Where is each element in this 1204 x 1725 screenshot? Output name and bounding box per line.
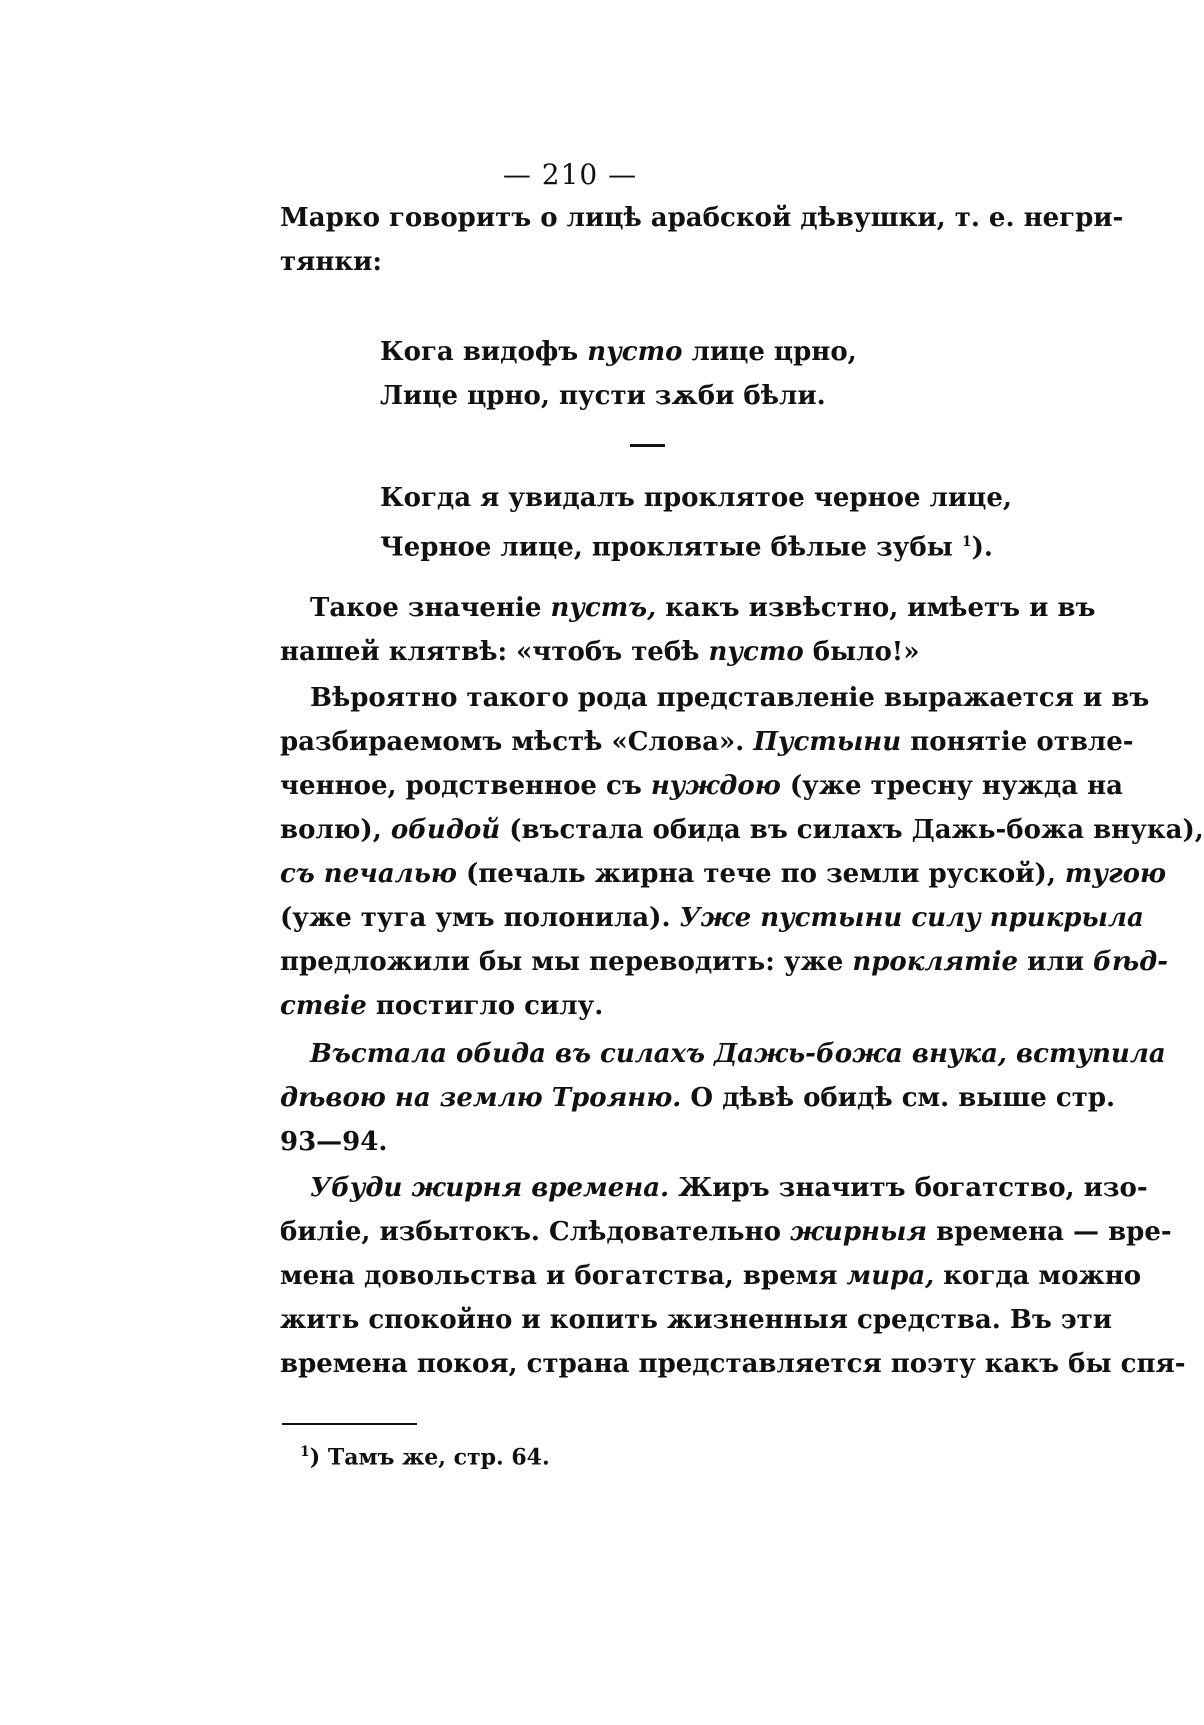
verse-line: Кога видофъ пусто лице црно, (380, 337, 857, 367)
paragraph-line: ченное, родственное съ нуждою (уже тресну нужда на (280, 771, 1124, 801)
paragraph-line: Такое значеніе пустъ, какъ извѣстно, имѣетъ и въ (310, 593, 1096, 623)
paragraph (280, 586, 1096, 674)
footnote-text: ) Тамъ же, стр. 64. (309, 1444, 550, 1471)
paragraph-line: Въстала обида въ силахъ Дажь-божа внука, вступила (310, 1039, 1166, 1069)
page-number: — 210 — (502, 158, 638, 191)
paragraph-line: разбираемомъ мѣстѣ «Слова». Пустыни понятіе отвле- (280, 727, 1134, 757)
paragraph-line: Вѣроятно такого рода представленіе выражается и въ (310, 683, 1150, 713)
verse-line: Черное лице, проклятые бѣлые зубы $^1$). (380, 532, 993, 563)
paragraph-line: биліе, избытокъ. Слѣдовательно жирныя времена — вре- (280, 1217, 1172, 1247)
paragraph-line: нашей клятвѣ: «чтобъ тебѣ пусто было!» (280, 637, 920, 667)
paragraph-line: (уже туга умъ полонила). Уже пустыни силу прикрыла (280, 903, 1144, 933)
paragraph-line: времена покоя, страна представляется поэту какъ бы спя- (280, 1349, 1186, 1379)
verse-russian (380, 476, 1012, 570)
verse-serbian (380, 330, 940, 418)
paragraph (280, 1032, 1166, 1164)
footnote-ref: 1 (961, 534, 972, 550)
paragraph-line: дѣвою на землю Трояню. О дѣвѣ обидѣ см. выше стр. (280, 1083, 1116, 1113)
footnote (300, 1444, 550, 1470)
intro-paragraph (280, 196, 1124, 284)
paragraph-line: съ печалью (печаль жирна тече по земли руской), тугою (280, 859, 1166, 889)
paragraph (280, 676, 1204, 1028)
verse-separator (630, 444, 665, 447)
paragraph-line: 93—94. (280, 1127, 388, 1157)
intro-line: тянки: (280, 247, 383, 277)
paragraph-line: Убуди жирня времена. Жиръ значитъ богатство, изо- (310, 1173, 1148, 1203)
verse-line: Лице црно, пусти зѫби бѣли. (380, 381, 826, 411)
intro-line: Марко говоритъ о лицѣ арабской дѣвушки, т. е. негри- (280, 203, 1124, 233)
footnote-marker: 1 (300, 1444, 310, 1460)
paragraph-line: ствіе постигло силу. (280, 991, 604, 1021)
verse-line: Когда я увидалъ проклятое черное лице, (380, 483, 1012, 513)
paragraph-line: предложили бы мы переводить: уже проклятіе или бѣд- (280, 947, 1168, 977)
footnote-rule (282, 1423, 417, 1425)
paragraph (280, 1166, 1186, 1386)
paragraph-line: волю), обидой (въстала обида въ силахъ Дажь-божа внука), (280, 815, 1204, 845)
paragraph-line: жить спокойно и копить жизненныя средства. Въ эти (280, 1305, 1113, 1335)
paragraph-line: мена довольства и богатства, время мира, когда можно (280, 1261, 1142, 1291)
